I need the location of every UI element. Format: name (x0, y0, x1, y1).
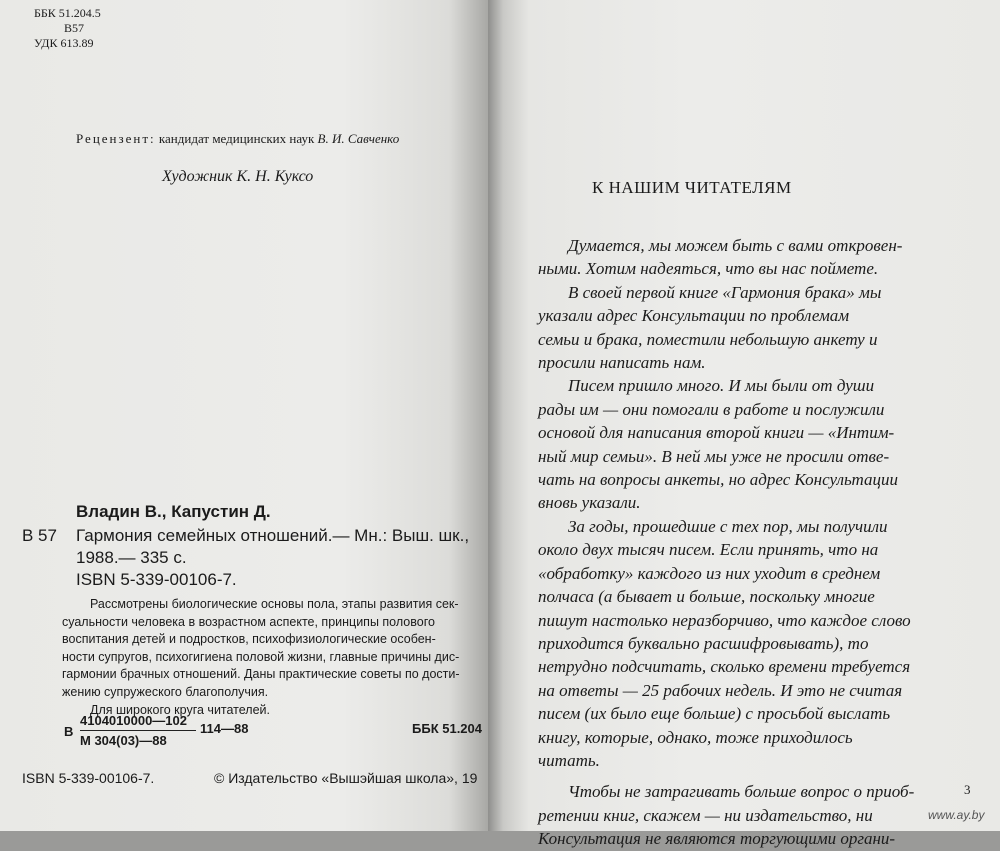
annotation-line: ности супругов, психогигиена половой жизни, главные причины дис- (62, 649, 460, 664)
body-line: на ответы — 25 рабочих недель. И это не считая (538, 680, 903, 700)
body-line: приходится буквально расшифровывать), то (538, 633, 869, 653)
annotation-line: гармонии брачных отношений. Даны практические советы по дости- (62, 667, 460, 682)
bibliography-block (76, 525, 469, 591)
body-line: В своей первой книге «Гармония брака» мы (568, 282, 882, 302)
body-line: семьи и брака, поместили небольшую анкету и (538, 329, 878, 349)
code-denominator: М 304(03)—88 (80, 733, 167, 748)
body-line: писем (их было еще больше) с просьбой выслать (538, 704, 891, 724)
body-line: читать. (538, 750, 600, 770)
body-line: Писем пришло много. И мы были от души (568, 376, 875, 396)
page-number: 3 (964, 782, 971, 797)
body-line: За годы, прошедшие с тех пор, мы получили (568, 516, 888, 536)
annotation-block (62, 596, 460, 719)
body-line: «обработку» каждого из них уходит в среднем (538, 563, 881, 583)
body-line: чать на вопросы анкеты, но адрес Консультации (538, 470, 898, 490)
annotation-line: воспитания детей и подростков, психофизиологические особен- (62, 632, 436, 647)
code-number: 114—88 (200, 721, 249, 736)
body-line: нетрудно подсчитать, сколько времени требуется (538, 657, 911, 677)
copyright-line: © Издательство «Вышэйшая школа», 19 (214, 770, 478, 786)
body-line: полчаса (а бывает и больше, поскольку многие (538, 587, 875, 607)
code-bbk: ББК 51.204 (412, 721, 482, 736)
body-line: ный мир семьи». В ней мы уже не просили отве- (538, 446, 890, 466)
bbk-code: ББК 51.204.5 (34, 6, 101, 20)
body-line: вновь указали. (538, 493, 641, 513)
catalog-index: В57 (64, 21, 85, 35)
page-title: К НАШИМ ЧИТАТЕЛЯМ (592, 178, 792, 197)
annotation-line: Рассмотрены биологические основы пола, этапы развития сек- (90, 597, 459, 611)
body-line: Консультация не являются торгующими органи- (538, 829, 896, 849)
udk-code: УДК 613.89 (34, 36, 94, 50)
isbn-bottom: ISBN 5-339-00106-7. (22, 770, 155, 786)
bibliography-line: Гармония семейных отношений.— Мн.: Выш. шк., (76, 526, 470, 545)
fraction-line (80, 730, 196, 731)
reviewer-name: В. И. Савченко (317, 131, 400, 146)
code-numerator: 4104010000—102 (80, 713, 187, 728)
body-line: указали адрес Консультации по проблемам (538, 306, 850, 326)
catalog-code: В 57 (22, 526, 57, 545)
reviewer-text: кандидат медицинских наук (158, 131, 315, 146)
bibliography-line: 1988.— 335 с. (76, 548, 187, 567)
annotation-line: суальности человека в возрастном аспекте, принципы полового (62, 614, 435, 629)
authors-line: Владин В., Капустин Д. (76, 502, 271, 521)
body-line: Думается, мы можем быть с вами откровен- (568, 236, 903, 255)
body-line: основой для написания второй книги — «Интим- (538, 423, 895, 443)
reviewer-label: Рецензент: (76, 131, 156, 146)
watermark: www.ay.by (928, 808, 985, 822)
body-line: рады им — они помогали в работе и послужили (538, 399, 885, 419)
artist-credit: Художник К. Н. Куксо (162, 168, 314, 185)
bibliography-line: ISBN 5-339-00106-7. (76, 570, 237, 589)
annotation-line: жению супружеского благополучия. (62, 684, 269, 699)
body-line: книгу, которые, однако, тоже приходилось (538, 727, 853, 747)
body-line: просили написать нам. (538, 353, 706, 373)
body-line: пишут настолько неразборчиво, что каждое слово (538, 610, 911, 630)
right-page (488, 0, 1000, 849)
left-page (0, 0, 488, 831)
body-text (538, 234, 914, 851)
code-letter: В (64, 724, 74, 739)
reviewer-line (76, 131, 399, 147)
body-line: Чтобы не затрагивать больше вопрос о приоб- (568, 782, 915, 802)
body-line: ретении книг, скажем — ни издательство, ни (538, 805, 873, 825)
body-line: ными. Хотим надеяться, что вы нас поймете. (538, 259, 879, 279)
body-line: около двух тысяч писем. Если принять, что на (538, 540, 879, 560)
annotation-line: Для широкого круга читателей. (90, 702, 271, 717)
